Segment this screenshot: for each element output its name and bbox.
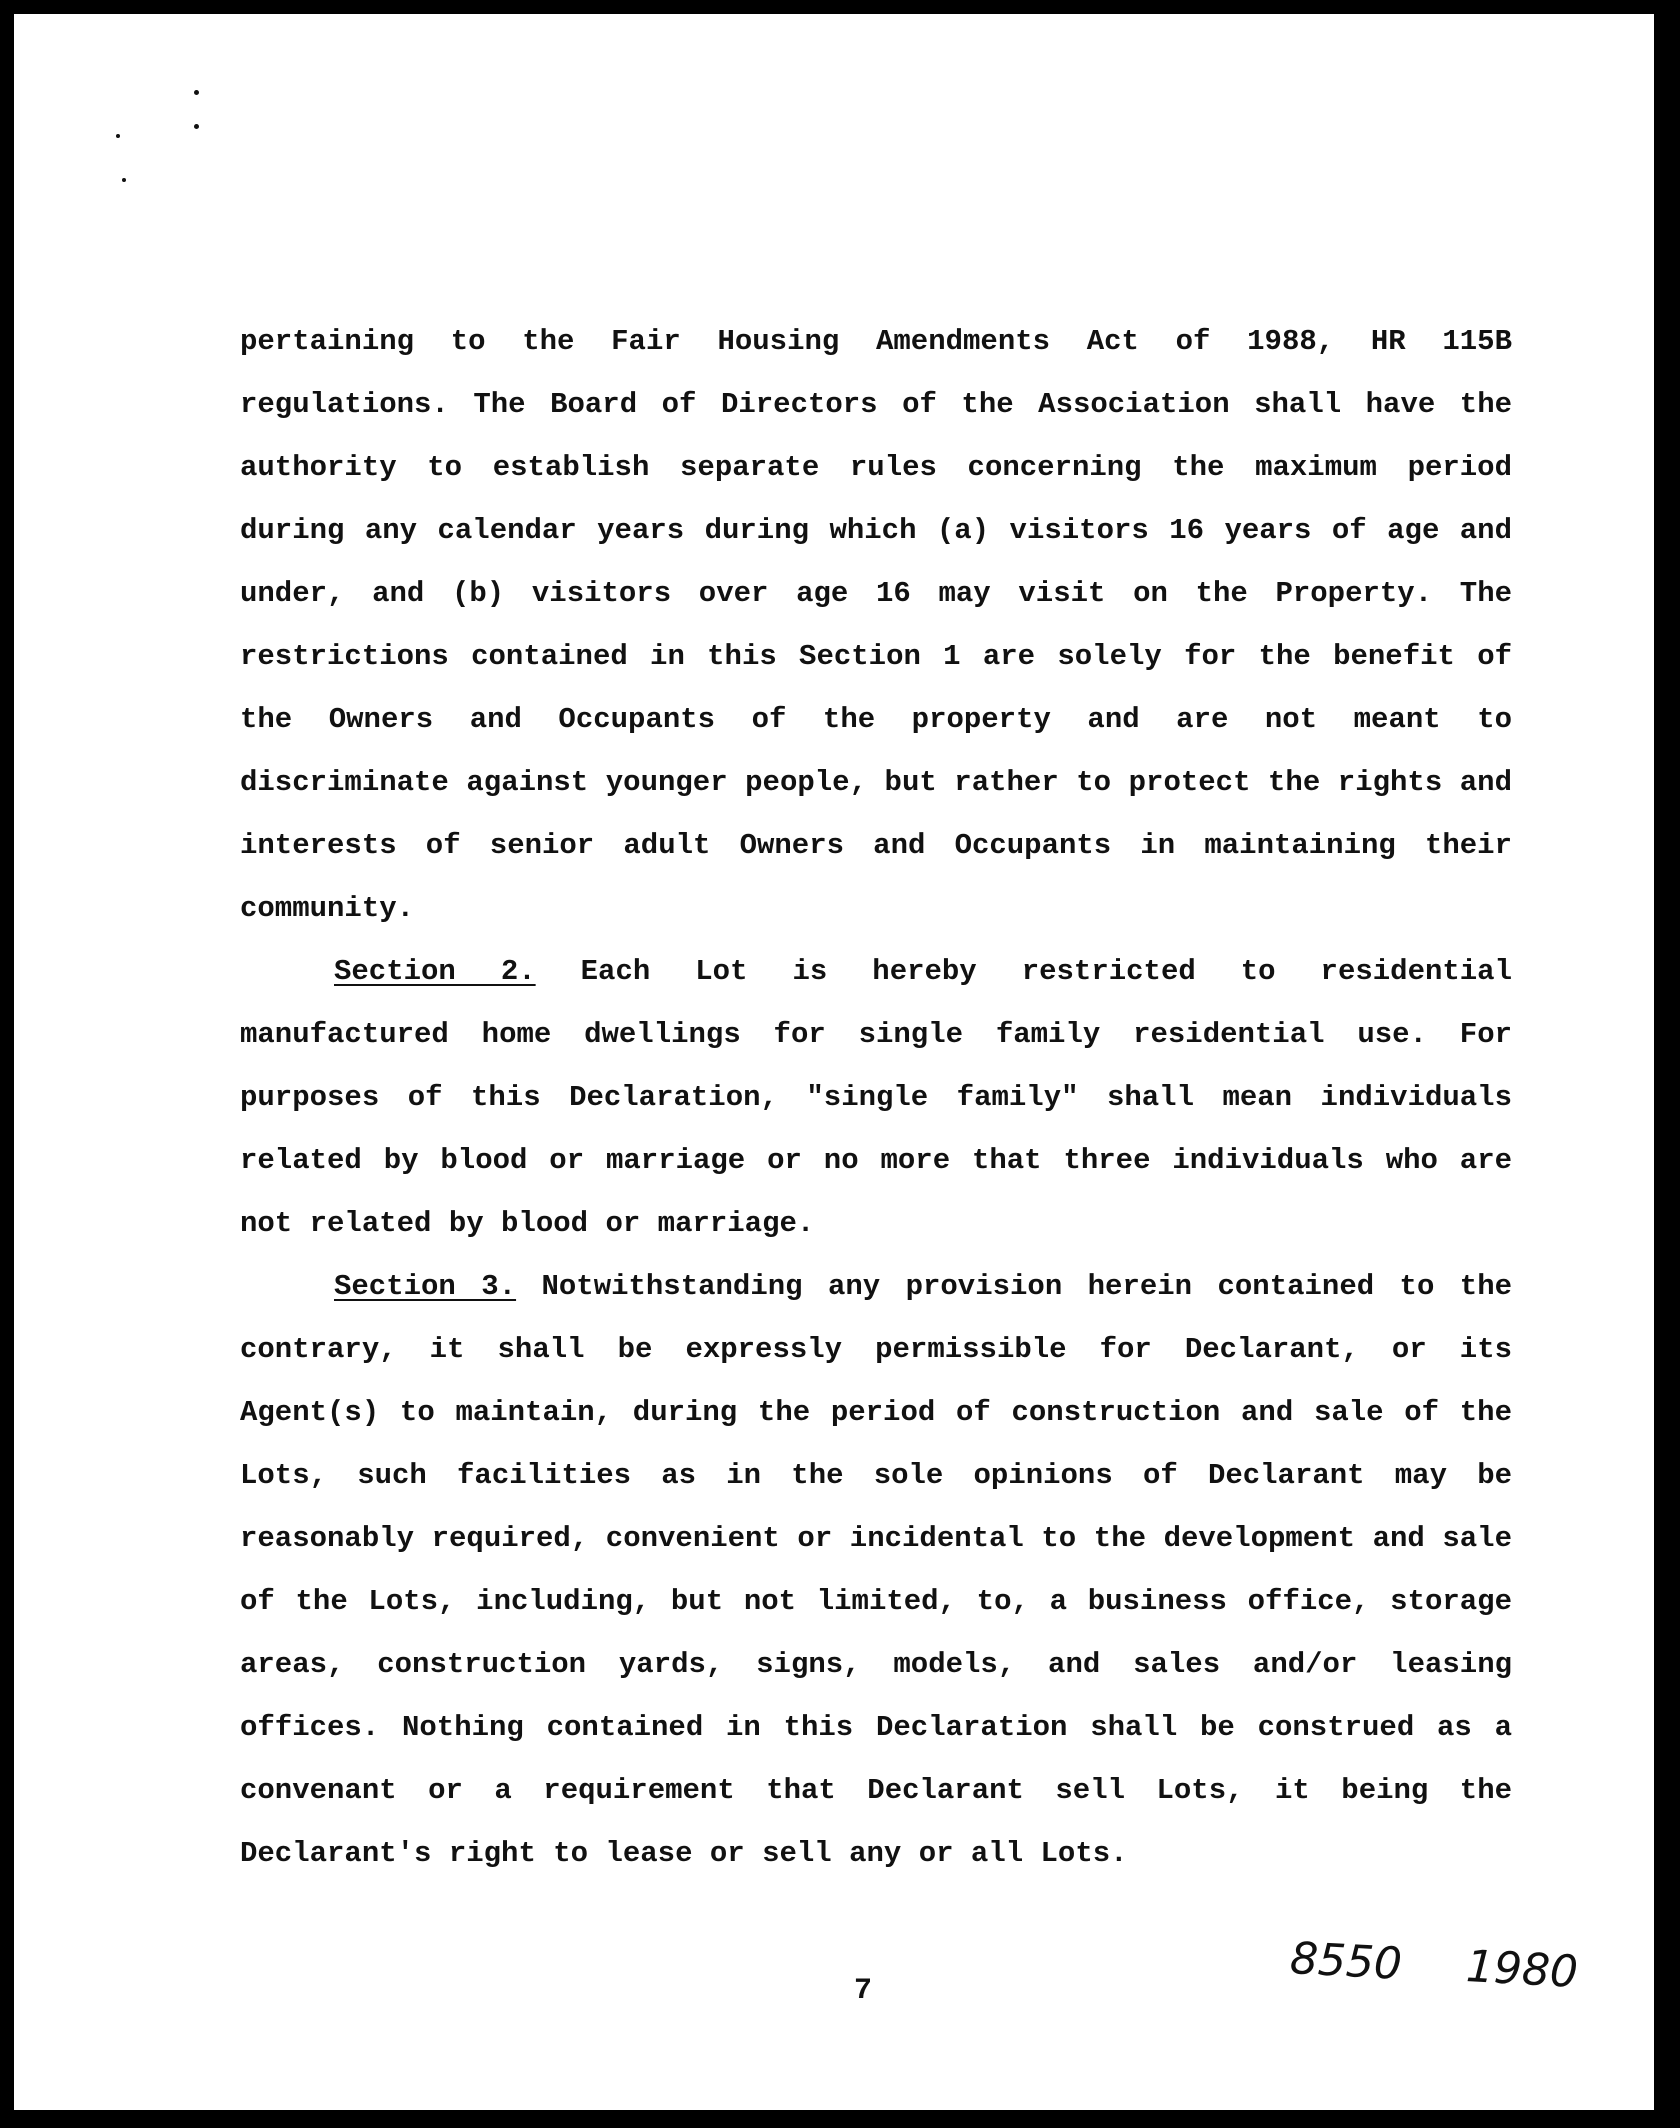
paragraph-section-2	[240, 940, 1512, 1255]
paragraph-text: Each Lot is hereby restricted to residential manufactured home dwellings for single family residential use. For purposes of this Declaration, "single family" shall mean individuals related by blood or marriage or no more that three individuals who are not related by blood or marriage.	[240, 955, 1512, 1240]
paragraph-section-3	[240, 1255, 1512, 1885]
document-body	[240, 310, 1512, 1885]
page-number: 7	[854, 1974, 873, 2008]
handwritten-number: 1980	[1464, 1941, 1580, 1998]
document-page	[14, 14, 1654, 2110]
scan-speck	[116, 134, 120, 138]
paragraph-text: pertaining to the Fair Housing Amendments Act of 1988, HR 115B regulations. The Board of Directors of the Association shall have the authority to establish separate rules concerning the maximum period during any calendar years during which (a) visitors 16 years of age and under, and (b) visitors over age 16 may visit on the Property. The restrictions contained in this Section 1 are solely for the benefit of the Owners and Occupants of the property and are not meant to discriminate against younger people, but rather to protect the rights and interests of senior adult Owners and Occupants in maintaining their community.	[240, 325, 1512, 925]
paragraph-section-1-continued	[240, 310, 1512, 940]
handwritten-number: 8550	[1288, 1933, 1404, 1990]
section-heading: Section 3.	[334, 1270, 517, 1303]
scan-speck	[122, 178, 126, 182]
scan-speck	[194, 124, 199, 129]
section-heading: Section 2.	[334, 955, 536, 988]
scan-speck	[194, 90, 199, 95]
paragraph-text: Notwithstanding any provision herein contained to the contrary, it shall be expressly permissible for Declarant, or its Agent(s) to maintain, during the period of construction and sale of the Lots, such facilities as in the sole opinions of Declarant may be reasonably required, convenient or incidental to the development and sale of the Lots, including, but not limited, to, a business office, storage areas, construction yards, signs, models, and sales and/or leasing offices. Nothing contained in this Declaration shall be construed as a convenant or a requirement that Declarant sell Lots, it being the Declarant's right to lease or sell any or all Lots.	[240, 1270, 1512, 1870]
